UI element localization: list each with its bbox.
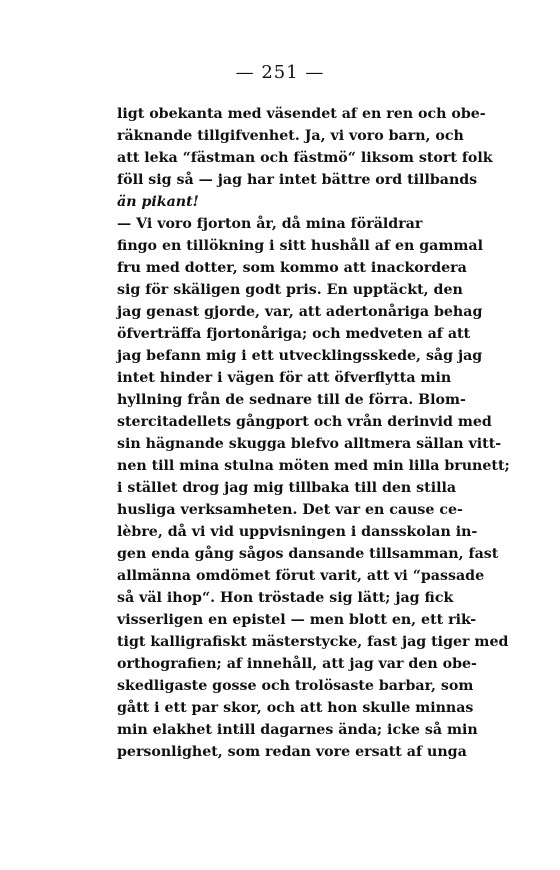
page-number: — 251 —	[235, 62, 325, 83]
text-line: stercitadellets gångport och vrån derinvid med	[117, 414, 492, 430]
text-line: allmänna omdömet förut varit, att vi “passade	[117, 568, 485, 584]
text-line: jag befann mig i ett utvecklingsskede, såg jag	[117, 348, 483, 364]
text-line: visserligen en epistel — men blott en, ett rik-	[117, 612, 477, 628]
text-line: personlighet, som redan vore ersatt af unga	[117, 744, 467, 760]
text-line: husliga verksamheten. Det var en cause ce-	[117, 502, 463, 518]
text-line: fingo en tillökning i sitt hushåll af en gammal	[117, 238, 483, 254]
text-line: tigt kalligrafiskt mästerstycke, fast jag tiger med	[117, 634, 509, 650]
text-line: gått i ett par skor, och att hon skulle minnas	[117, 700, 474, 716]
text-line: så väl ihop“. Hon tröstade sig lätt; jag fick	[117, 590, 454, 606]
text-line: gen enda gång sågos dansande tillsamman, fast	[117, 546, 499, 562]
text-line: ligt obekanta med väsendet af en ren och obe-	[117, 106, 486, 122]
text-line: räknande tillgifvenhet. Ja, vi voro barn, och	[117, 128, 464, 144]
text-line: i stället drog jag mig tillbaka till den stilla	[117, 480, 457, 496]
text-line: min elakhet intill dagarnes ända; icke så min	[117, 722, 478, 738]
text-line: skedligaste gosse och trolösaste barbar, som	[117, 678, 474, 694]
text-line: intet hinder i vägen för att öfverflytta min	[117, 370, 452, 386]
text-line: fru med dotter, som kommo att inackordera	[117, 260, 467, 276]
text-line: öfverträffa fjortonåriga; och medveten af att	[117, 326, 471, 342]
text-line: föll sig så — jag har intet bättre ord tillbands	[117, 172, 478, 188]
text-line: nen till mina stulna möten med min lilla brunett;	[117, 458, 510, 474]
text-line-paragraph-start: — Vi voro fjorton år, då mina föräldrar	[117, 216, 423, 232]
text-line-paragraph-end: än pikant!	[117, 194, 199, 210]
text-line: sig för skäligen godt pris. En upptäckt, den	[117, 282, 463, 298]
text-line: sin hägnande skugga blefvo alltmera sällan vitt-	[117, 436, 502, 452]
text-line: lèbre, då vi vid uppvisningen i dansskolan in-	[117, 524, 478, 540]
text-line: jag genast gjorde, var, att adertonåriga behag	[117, 304, 483, 320]
text-line: hyllning från de sednare till de förra. Blom-	[117, 392, 466, 408]
text-line: orthografien; af innehåll, att jag var den obe-	[117, 656, 477, 672]
text-line: att leka “fästman och fästmö“ liksom stort folk	[117, 150, 493, 166]
body-text	[117, 103, 510, 763]
